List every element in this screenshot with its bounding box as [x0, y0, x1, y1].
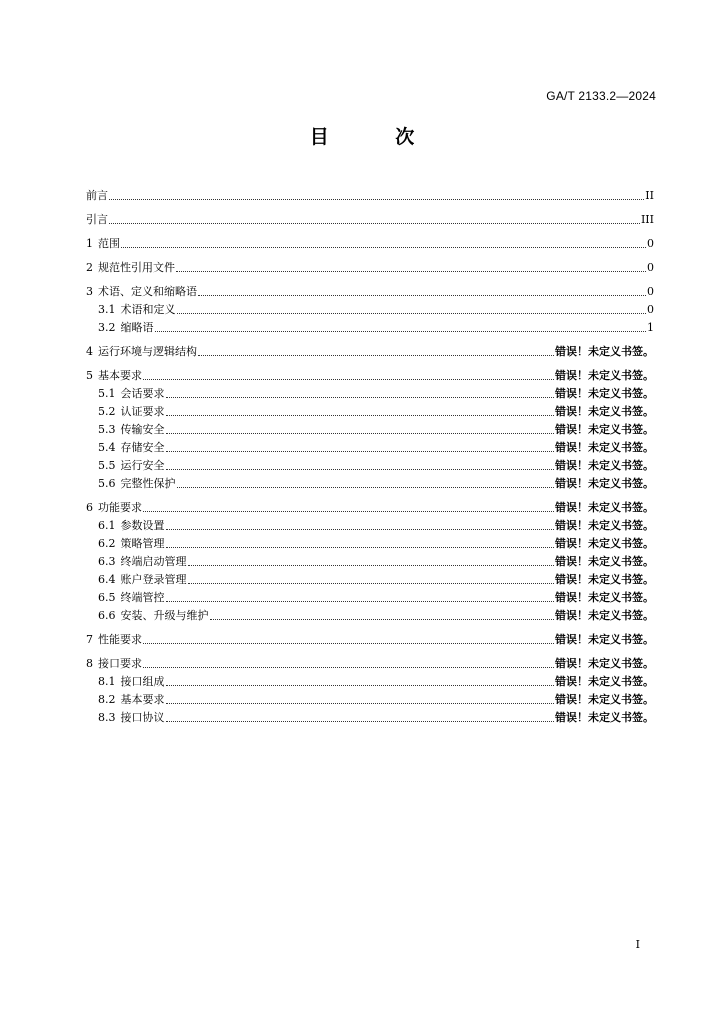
toc-entry[interactable] [86, 553, 654, 571]
toc-entry[interactable] [86, 211, 654, 229]
toc-dot-leader [177, 312, 647, 314]
toc-entry[interactable] [86, 535, 654, 553]
toc-entry-label: 运行环境与逻辑结构 [98, 345, 197, 358]
toc-entry-label: 接口协议 [120, 711, 165, 724]
toc-entry-page: 错误！未定义书签。 [555, 345, 654, 358]
toc-title: 目 次 [309, 126, 445, 148]
toc-entry[interactable] [86, 403, 654, 421]
toc-entry[interactable] [86, 385, 654, 403]
toc-dot-leader [188, 564, 555, 566]
toc-entry-number: 2 [86, 261, 93, 274]
toc-entry-number: 6.4 [98, 573, 116, 586]
toc-entry[interactable] [86, 283, 654, 301]
toc-dot-leader [109, 198, 644, 200]
toc-dot-leader [109, 222, 640, 224]
toc-dot-leader [166, 684, 555, 686]
toc-entry-label: 参数设置 [120, 519, 165, 532]
toc-entry[interactable] [86, 421, 654, 439]
toc-entry[interactable] [86, 475, 654, 493]
toc-entry-label: 引言 [86, 213, 108, 226]
toc-entry-page: 0 [647, 261, 654, 274]
toc-entry[interactable] [86, 589, 654, 607]
toc-entry-number: 8.1 [98, 675, 116, 688]
toc-entry-page: 错误！未定义书签。 [555, 675, 654, 688]
toc-entry-label: 认证要求 [120, 405, 165, 418]
toc-entry-number: 6.3 [98, 555, 116, 568]
toc-entry-number: 5.1 [98, 387, 116, 400]
toc-entry-label: 终端管控 [120, 591, 165, 604]
toc-dot-leader [198, 294, 646, 296]
toc-entry-page: 错误！未定义书签。 [555, 555, 654, 568]
toc-entry[interactable] [86, 439, 654, 457]
toc-entry-number: 5.2 [98, 405, 116, 418]
toc-dot-leader [143, 666, 554, 668]
toc-entry-page: 错误！未定义书签。 [555, 405, 654, 418]
toc-entry-label: 缩略语 [120, 321, 154, 334]
toc-entry-page: 错误！未定义书签。 [555, 387, 654, 400]
toc-entry-page: 1 [647, 321, 654, 334]
toc-entry-label: 接口要求 [98, 657, 142, 670]
toc-dot-leader [176, 270, 646, 272]
toc-entry-number: 6.5 [98, 591, 116, 604]
toc-entry-page: 错误！未定义书签。 [555, 633, 654, 646]
toc-dot-leader [166, 600, 555, 602]
toc-entry-page: 0 [647, 237, 654, 250]
toc-entry-page: 0 [647, 303, 654, 316]
toc-entry-number: 6.1 [98, 519, 116, 532]
toc-entry-label: 基本要求 [120, 693, 165, 706]
standard-number: GA/T 2133.2—2024 [546, 89, 656, 103]
toc-entry-label: 存储安全 [120, 441, 165, 454]
toc-entry-label: 功能要求 [98, 501, 142, 514]
toc-entry-number: 6 [86, 501, 93, 514]
toc-entry-label: 安装、升级与维护 [120, 609, 209, 622]
toc-entry-page: 0 [647, 285, 654, 298]
toc-entry-label: 术语和定义 [120, 303, 176, 316]
toc-dot-leader [166, 720, 555, 722]
toc-entry-page: 错误！未定义书签。 [555, 441, 654, 454]
toc-dot-leader [143, 642, 554, 644]
toc-entry[interactable] [86, 655, 654, 673]
page-number: I [635, 938, 640, 951]
toc-entry-label: 术语、定义和缩略语 [98, 285, 197, 298]
toc-dot-leader [198, 354, 554, 356]
toc-entry-number: 8 [86, 657, 93, 670]
toc-entry[interactable] [86, 187, 654, 205]
toc-dot-leader [166, 528, 555, 530]
toc-entry-page: 错误！未定义书签。 [555, 657, 654, 670]
toc-entry-page: 错误！未定义书签。 [555, 477, 654, 490]
toc-dot-leader [177, 486, 555, 488]
toc-dot-leader [166, 702, 555, 704]
toc-entry-label: 策略管理 [120, 537, 165, 550]
toc-entry[interactable] [86, 319, 654, 337]
toc-entry-label: 性能要求 [98, 633, 142, 646]
toc-entry-page: 错误！未定义书签。 [555, 519, 654, 532]
toc-entry[interactable] [86, 499, 654, 517]
toc-dot-leader [166, 450, 555, 452]
toc-entry-page: III [640, 213, 654, 226]
toc-entry-page: 错误！未定义书签。 [555, 609, 654, 622]
toc-entry-label: 前言 [86, 189, 108, 202]
toc-entry-label: 会话要求 [120, 387, 165, 400]
toc-entry-page: 错误！未定义书签。 [555, 369, 654, 382]
toc-entry[interactable] [86, 709, 654, 727]
toc-entry-page: 错误！未定义书签。 [555, 711, 654, 724]
toc-entry-number: 3.1 [98, 303, 116, 316]
toc-entry-number: 8.3 [98, 711, 116, 724]
toc-entry-page: 错误！未定义书签。 [555, 537, 654, 550]
toc-entry[interactable] [86, 235, 654, 253]
toc-dot-leader [166, 414, 555, 416]
toc-entry-number: 5.4 [98, 441, 116, 454]
toc-entry-page: 错误！未定义书签。 [555, 423, 654, 436]
toc-entry-number: 3.2 [98, 321, 116, 334]
toc-entry-label: 规范性引用文件 [98, 261, 175, 274]
toc-entry[interactable] [86, 343, 654, 361]
toc-entry-number: 7 [86, 633, 93, 646]
toc-entry-number: 5.6 [98, 477, 116, 490]
toc-dot-leader [155, 330, 647, 332]
toc-entry-page: 错误！未定义书签。 [555, 501, 654, 514]
toc-dot-leader [166, 468, 555, 470]
table-of-contents [86, 187, 654, 727]
toc-entry-page: 错误！未定义书签。 [555, 573, 654, 586]
toc-dot-leader [121, 246, 646, 248]
toc-entry-number: 3 [86, 285, 93, 298]
toc-entry-number: 5.3 [98, 423, 116, 436]
toc-entry[interactable] [86, 517, 654, 535]
toc-entry-label: 基本要求 [98, 369, 142, 382]
toc-entry-label: 传输安全 [120, 423, 165, 436]
toc-entry-number: 4 [86, 345, 93, 358]
toc-entry-number: 6.6 [98, 609, 116, 622]
toc-entry[interactable] [86, 457, 654, 475]
toc-entry[interactable] [86, 607, 654, 625]
toc-dot-leader [166, 546, 555, 548]
toc-entry-label: 接口组成 [120, 675, 165, 688]
toc-entry-page: 错误！未定义书签。 [555, 459, 654, 472]
toc-entry-number: 6.2 [98, 537, 116, 550]
toc-dot-leader [188, 582, 555, 584]
toc-entry[interactable] [86, 691, 654, 709]
toc-entry[interactable] [86, 673, 654, 691]
toc-entry-label: 账户登录管理 [120, 573, 187, 586]
toc-dot-leader [143, 378, 554, 380]
toc-entry-number: 8.2 [98, 693, 116, 706]
toc-entry-label: 终端启动管理 [120, 555, 187, 568]
toc-dot-leader [143, 510, 554, 512]
toc-entry-page: 错误！未定义书签。 [555, 693, 654, 706]
toc-entry[interactable] [86, 301, 654, 319]
toc-entry-page: II [645, 189, 654, 202]
toc-entry-number: 1 [86, 237, 93, 250]
toc-dot-leader [166, 396, 555, 398]
toc-entry-label: 范围 [98, 237, 120, 250]
toc-entry-page: 错误！未定义书签。 [555, 591, 654, 604]
toc-dot-leader [210, 618, 555, 620]
toc-entry[interactable] [86, 571, 654, 589]
toc-entry[interactable] [86, 631, 654, 649]
toc-entry-label: 完整性保护 [120, 477, 176, 490]
toc-entry-number: 5.5 [98, 459, 116, 472]
toc-entry-number: 5 [86, 369, 93, 382]
toc-dot-leader [166, 432, 555, 434]
toc-entry[interactable] [86, 367, 654, 385]
toc-entry[interactable] [86, 259, 654, 277]
toc-entry-label: 运行安全 [120, 459, 165, 472]
